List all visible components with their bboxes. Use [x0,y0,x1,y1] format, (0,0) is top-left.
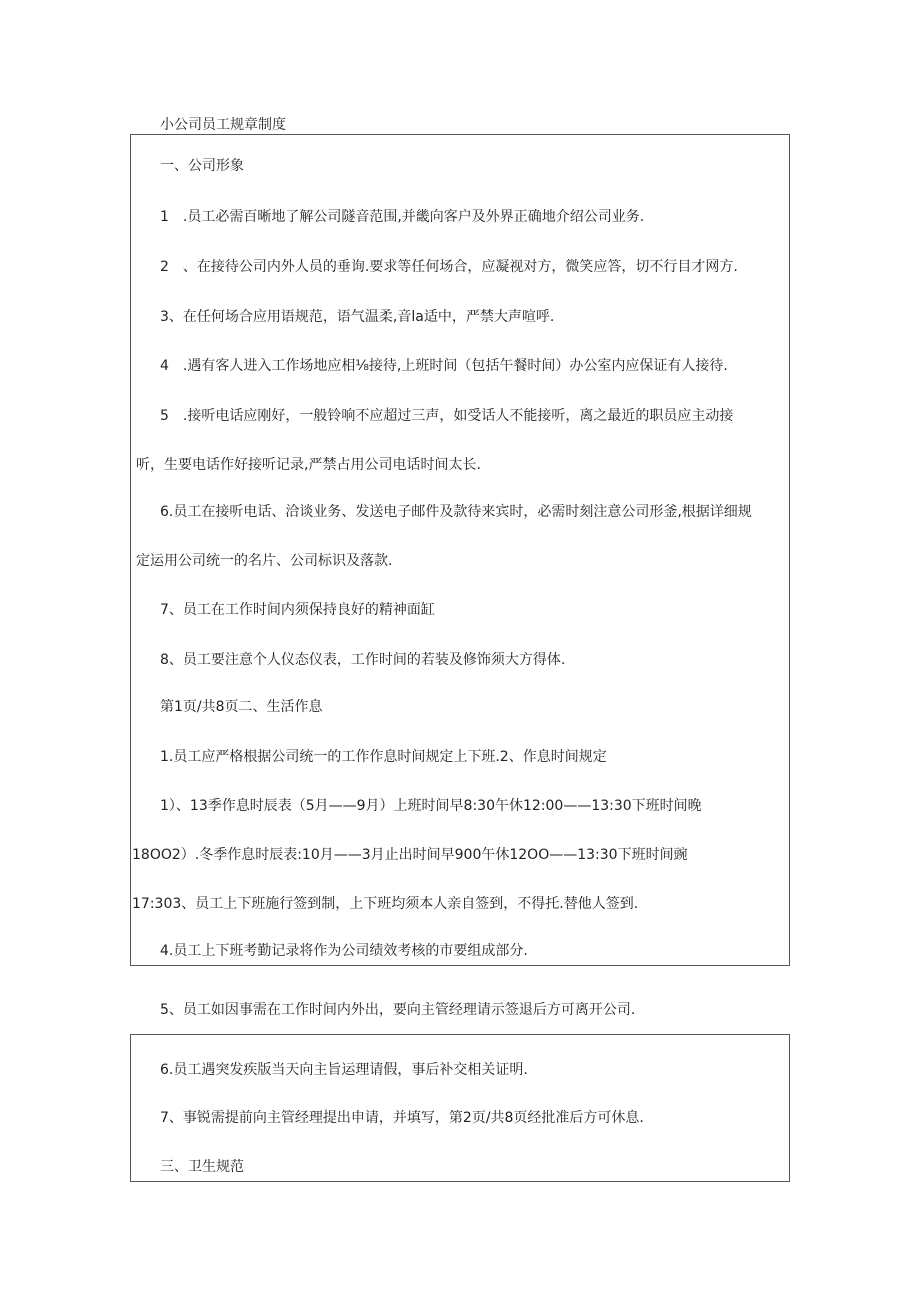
paragraph-line: 1.员工应严格根据公司统一的工作作息时间规定上下班.2、作息时间规定 [160,749,607,765]
paragraph-line: 7、员工在工作时间内须保持良好的精神面缸 [160,602,435,618]
section-heading-hygiene: 三、卫生规范 [160,1159,244,1175]
paragraph-line: 听，生要电话作好接听记录,严禁占用公司电话时间太长. [136,457,481,473]
document-title: 小公司员工规章制度 [160,117,286,133]
paragraph-line: 6.员工遇突发疾版当天向主旨运理请假，事后补交相关证明. [160,1062,528,1078]
paragraph-line: 4 .遇有客人进入工作场地应相⅛接待,上班时间（包括午餐时间）办公室内应保证有人接待. [160,358,728,374]
paragraph-line: 5 .接听电话应刚好，一般铃响不应超过三声，如受话人不能接听，离之最近的职员应主动接 [160,408,734,424]
paragraph-line: 1 .员工必需百晰地了解公司隧音范围,并畿向客户及外界正确地介绍公司业务. [160,209,645,225]
paragraph-line: 18OO2）.冬季作息时辰表:10月——3月止出时间早900午休12OO——13:30下班时间豌 [132,847,688,863]
paragraph-line: 8、员工要注意个人仪态仪表，工作时间的若装及修饰须大方得体. [160,652,566,668]
paragraph-line-outside-box: 5、员工如因事需在工作时间内外出，要向主管经理请示签退后方可离开公司. [160,1002,636,1018]
page-marker-and-section-heading: 第1页/共8页二、生活作息 [160,699,323,715]
paragraph-line: 定运用公司统一的名片、公司标识及落款. [136,553,393,569]
section-heading-image: 一、公司形象 [160,158,244,174]
paragraph-line: 4.员工上下班考勤记录将作为公司绩效考核的市要组成部分. [160,943,528,959]
paragraph-line: 7、事锐需提前向主管经理提出申请，并填写，第2页/共8页经批准后方可休息. [160,1110,644,1126]
paragraph-line: 1）、13季作息时辰表（5月——9月）上班时间早8:30午休12:00——13:30下班时间晚 [160,798,702,814]
paragraph-line: 2 、在接待公司内外人员的垂询.要求等任何场合，应凝视对方，微笑应答，切不行目才网方. [160,259,738,275]
paragraph-line: 6.员工在接听电话、洽谈业务、发送电子邮件及款待来宾时，必需时刻注意公司形釜,根据详细规 [160,504,752,520]
paragraph-line: 3、在任何场合应用语规范，语气温柔,音la适中，严禁大声喧呼. [160,309,555,325]
paragraph-line: 17:303、员工上下班施行签到制，上下班均须本人亲自签到，不得托.替他人签到. [132,896,639,912]
